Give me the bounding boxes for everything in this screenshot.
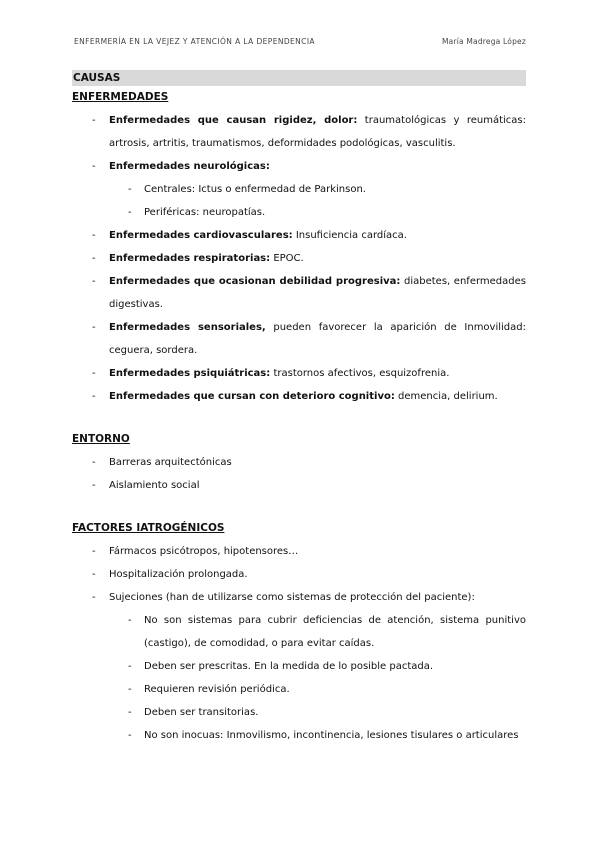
header-author: María Madrega López — [441, 37, 526, 46]
list-item — [72, 385, 526, 408]
iatrogenicos-list — [72, 540, 526, 747]
item-bold: Enfermedades que causan rigidez, dolor: — [109, 115, 358, 126]
list-item — [72, 109, 526, 155]
list-item: - Hospitalización prolongada. — [72, 563, 526, 586]
item-bold: Enfermedades cardiovasculares: — [109, 230, 293, 241]
item-text: Insuficiencia cardíaca. — [292, 230, 407, 241]
list-item — [72, 247, 526, 270]
entorno-list — [72, 451, 526, 497]
heading-enfermedades: ENFERMEDADES — [72, 91, 169, 103]
sub-list-item: - Periféricas: neuropatías. — [72, 201, 526, 224]
heading-factores-iatrogenicos: FACTORES IATROGÉNICOS — [72, 522, 225, 534]
header-course-title: ENFERMERÍA EN LA VEJEZ Y ATENCIÓN A LA DEPENDENCIA — [74, 37, 315, 46]
sub-list-item: - No son inocuas: Inmovilismo, incontinencia, lesiones tisulares o articulares — [72, 724, 526, 747]
list-item — [72, 155, 526, 178]
item-bold: Enfermedades que ocasionan debilidad progresiva: — [109, 276, 401, 287]
list-item — [72, 316, 526, 362]
list-item: - Barreras arquitectónicas — [72, 451, 526, 474]
list-item: - Aislamiento social — [72, 474, 526, 497]
page-header — [74, 37, 526, 46]
sub-list-item: - Deben ser prescritas. En la medida de lo posible pactada. — [72, 655, 526, 678]
item-text: EPOC. — [270, 253, 304, 264]
item-bold: Enfermedades sensoriales, — [109, 322, 266, 333]
sub-list-item: - Requieren revisión periódica. — [72, 678, 526, 701]
item-bold: Enfermedades psiquiátricas: — [109, 368, 271, 379]
item-text: trastornos afectivos, esquizofrenia. — [270, 368, 450, 379]
list-item — [72, 362, 526, 385]
item-text: diabetes, enfermedades digestivas. — [109, 276, 526, 310]
list-item — [72, 270, 526, 316]
list-item — [72, 224, 526, 247]
item-bold: Enfermedades neurológicas: — [109, 161, 270, 172]
section-title: CAUSAS — [72, 70, 526, 86]
item-bold: Enfermedades respiratorias: — [109, 253, 271, 264]
item-text: demencia, delirium. — [394, 391, 498, 402]
sub-list-item: - No son sistemas para cubrir deficiencias de atención, sistema punitivo (castigo), de comodidad, o para evitar caídas. — [72, 609, 526, 655]
enfermedades-list — [72, 109, 526, 408]
list-item: - Sujeciones (han de utilizarse como sistemas de protección del paciente): — [72, 586, 526, 609]
heading-entorno: ENTORNO — [72, 433, 130, 445]
document-body — [72, 70, 526, 747]
item-text: traumatológicas y reumáticas: artrosis, artritis, traumatismos, deformidades podológicas, vasculitis. — [109, 115, 526, 149]
item-bold: Enfermedades que cursan con deterioro cognitivo: — [109, 391, 395, 402]
sub-list-item: - Deben ser transitorias. — [72, 701, 526, 724]
item-text: pueden favorecer la aparición de Inmovilidad: ceguera, sordera. — [109, 322, 526, 356]
sub-list-item: - Centrales: Ictus o enfermedad de Parkinson. — [72, 178, 526, 201]
list-item: - Fármacos psicótropos, hipotensores… — [72, 540, 526, 563]
